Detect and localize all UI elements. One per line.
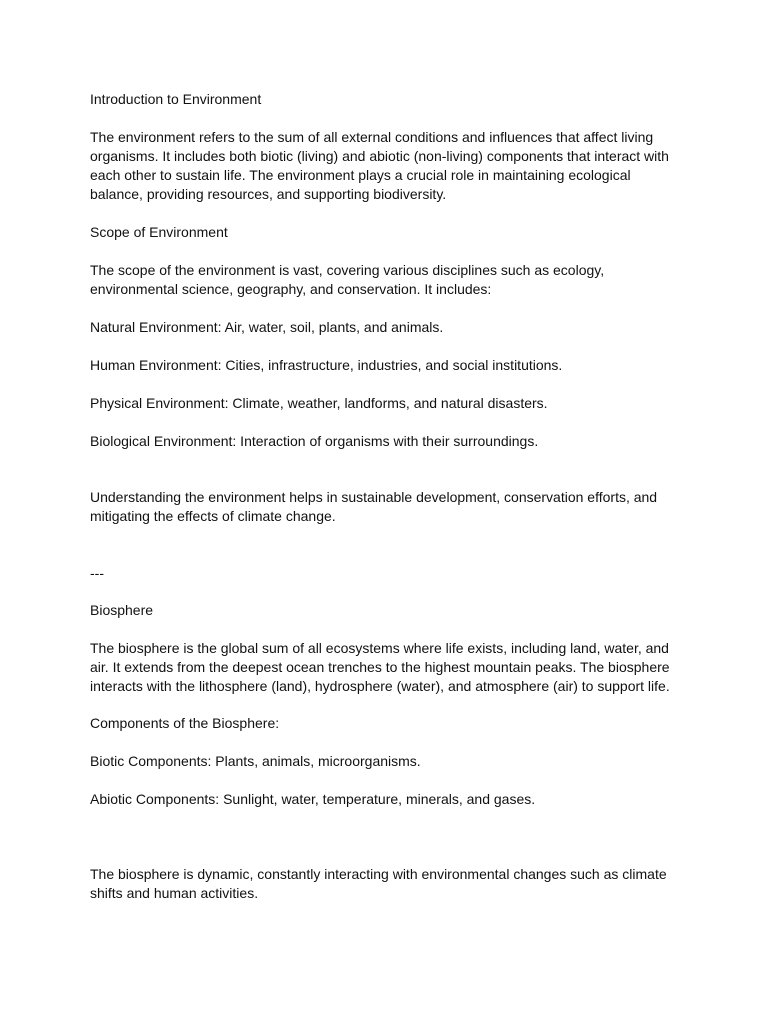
biosphere-paragraph: The biosphere is the global sum of all ecosystems where life exists, including land, water, and air. It extends from the deepest ocean trenches to the highest mountain peaks. The biosphere interacts with the lithosphere (land), hydrosphere (water), and atmosphere (air) to support life. [90, 640, 670, 694]
scope-paragraph: The scope of the environment is vast, covering various disciplines such as ecology, environmental science, geography, and conservation. It includes: [90, 262, 605, 297]
scope-item-physical: Physical Environment: Climate, weather, landforms, and natural disasters. [90, 395, 548, 411]
intro-heading: Introduction to Environment [90, 91, 262, 107]
biosphere-components-heading: Components of the Biosphere: [90, 715, 280, 731]
scope-conclusion: Understanding the environment helps in sustainable development, conservation efforts, and mitigating the effects of climate change. [90, 489, 658, 524]
biosphere-heading: Biosphere [90, 602, 154, 618]
biosphere-component-abiotic: Abiotic Components: Sunlight, water, temperature, minerals, and gases. [90, 791, 536, 807]
scope-item-natural: Natural Environment: Air, water, soil, plants, and animals. [90, 319, 444, 335]
biosphere-conclusion: The biosphere is dynamic, constantly interacting with environmental changes such as climate shifts and human activities. [90, 866, 667, 901]
scope-heading: Scope of Environment [90, 224, 228, 240]
intro-paragraph: The environment refers to the sum of all external conditions and influences that affect living organisms. It includes both biotic (living) and abiotic (non-living) components that interact with each other to sustain life. The environment plays a crucial role in maintaining ecological balance, providing resources, and supporting biodiversity. [90, 129, 669, 202]
biosphere-component-biotic: Biotic Components: Plants, animals, microorganisms. [90, 753, 421, 769]
scope-item-biological: Biological Environment: Interaction of organisms with their surroundings. [90, 433, 539, 449]
document-body [90, 90, 680, 903]
scope-item-human: Human Environment: Cities, infrastructure, industries, and social institutions. [90, 357, 563, 373]
section-separator: --- [90, 565, 104, 581]
